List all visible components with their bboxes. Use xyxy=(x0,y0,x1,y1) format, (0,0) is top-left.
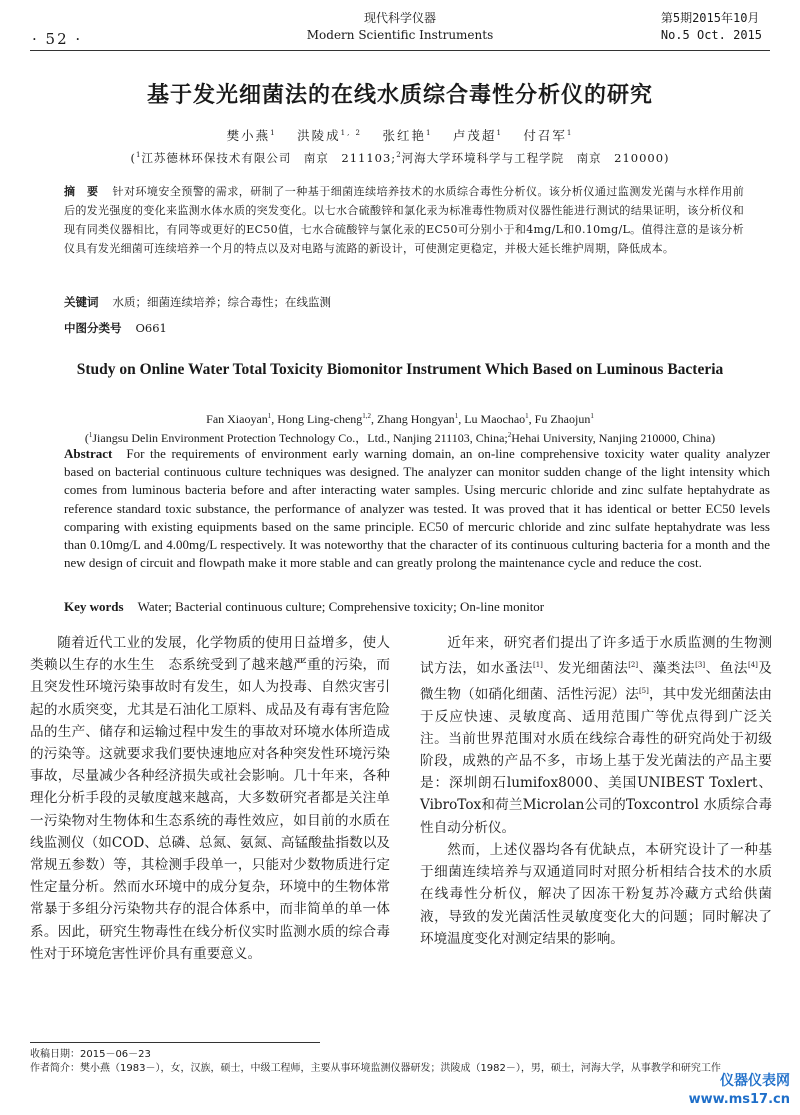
body-paragraph: 然而，上述仪器均各有优缺点，本研究设计了一种基于细菌连续培养与双通道同时对照分析相结合技术的水质在线毒性分析仪，解决了因冻干粉复苏冷藏方式给供菌液，导致的发光菌活性灵敏度变化大的问题；同时解决了环境温度变化对测定结果的影响。 xyxy=(420,841,772,947)
footnote-rule xyxy=(30,1042,320,1043)
author-en: Hong Ling-cheng$^{1,2}$ xyxy=(277,412,372,426)
author-en: Fan Xiaoyan$^1$ xyxy=(206,412,272,426)
keywords-en xyxy=(64,599,544,615)
abstract-en-label: Abstract xyxy=(64,446,113,461)
keywords-zh xyxy=(64,294,331,310)
keywords-en-text: Water; Bacterial continuous culture; Comprehensive toxicity; On-line monitor xyxy=(137,599,545,614)
body-paragraph: 近年来，研究者们提出了许多适于水质监测的生物测试方法，如水蚤法[1]、发光细菌法[2]、藻类法[3]、鱼法[4]及微生物（如硝化细菌、活性污泥）法[5]，其中发光细菌法由于反应快速、灵敏度高、适用范围广等优点得到广泛关注。当前世界范围对水质在线综合毒性的研究尚处于初级阶段，成熟的产品不多，市场上基于发光菌法的产品主要是：深圳朗石lumifox8000、美国UNIBEST Toxlert、VibroTox和荷兰Microlan公司的Toxcontrol 水质综合毒性自动分析仪。 xyxy=(420,635,773,836)
keywords-en-label: Key words xyxy=(64,599,124,614)
keywords-zh-label: 关键词 xyxy=(64,295,99,309)
body-paragraph: 随着近代工业的发展，化学物质的使用日益增多，使人类赖以生存的水生生 态系统受到了越来越严重的污染，而且突发性环境污染事故时有发生，如人为投毒、自然灾害引起的水质突变，尤其是石油化工原料、成品及有毒有害危险品的生产、储存和运输过程中发生的事故对环境水体所造成的污染等。这就要求我们要快速地应对各种突发性环境污染事故，尽量减少各种经济损失或社会影响。几十年来，各种理化分析手段的灵敏度越来越高，大多数研究者都是关注单一污染物对生物体和生态系统的毒性效应，如目前的水质在线监测仪（如COD、总磷、总氮、氨氮、高锰酸盐指数以及常规五参数）等，其检测手段单一，只能对少数物质进行定性定量分析。然而水环境中的成分复杂，环境中的生物体常常暴于多组分污染物共存的混合体系中，而非简单的单一体系。因此，研究生物毒性在线分析仪实时监测水质的综合毒性对于环境危害性评价具有重要意义。 xyxy=(30,635,390,962)
journal-name-zh: 现代科学仪器 xyxy=(363,11,436,25)
journal-name-en: Modern Scientific Instruments xyxy=(306,28,494,42)
author-zh: 洪陵成$^{1, 2}$ xyxy=(297,128,362,143)
author-en: Lu Maochao$^1$ xyxy=(464,412,529,426)
authors-zh xyxy=(0,126,800,144)
abstract-zh-label: 摘 要 xyxy=(64,185,99,198)
citation: [5] xyxy=(638,686,649,695)
affiliation-zh: ($^1$江苏德林环保技术有限公司 南京 211103;$^2$河海大学环境科学与工程学院 南京 210000) xyxy=(130,151,670,165)
header-rule xyxy=(30,50,770,51)
abstract-zh xyxy=(64,182,744,258)
keywords-zh-text: 水质；细菌连续培养；综合毒性；在线监测 xyxy=(112,295,331,309)
affiliation-en: ($^1$Jiangsu Delin Environment Protection Technology Co.，Ltd., Nanjing 211103, China;$^2$Hehai University, Nanjing 210000, China) xyxy=(84,431,716,445)
body-column-left xyxy=(30,632,390,965)
paper-title-zh: 基于发光细菌法的在线水质综合毒性分析仪的研究 xyxy=(146,83,653,108)
body-column-right xyxy=(420,632,772,950)
author-zh: 卢茂超$^1$ xyxy=(452,128,503,143)
classification-zh xyxy=(64,320,167,336)
abstract-zh-text: 针对环境安全预警的需求，研制了一种基于细菌连续培养技术的水质综合毒性分析仪。该分析仪通过监测发光菌与水样作用前后的发光强度的变化来监测水体水质的突发变化。以七水合硫酸锌和氯化汞为标准毒性物质对仪器性能进行测试的结果证明，该分析仪和现有同类仪器相比，有同等或更好的EC50值，七水合硫酸锌与氯化汞的EC50可分别小于和4mg/L和0.10mg/L。值得注意的是该分析仪具有发光细菌可连续培养一个月的特点以及对电路与流路的新设计，可使测定更稳定，并极大延长维护周期，降低成本。 xyxy=(64,185,745,255)
author-zh: 张红艳$^1$ xyxy=(382,128,433,143)
author-zh: 付召军$^1$ xyxy=(523,128,574,143)
classification-zh-text: O661 xyxy=(135,321,167,335)
footnote-received: 收稿日期：2015－06－23 xyxy=(30,1049,151,1060)
citation: [2] xyxy=(628,661,639,670)
author-zh: 樊小燕$^1$ xyxy=(226,128,277,143)
paper-title-en: Study on Online Water Total Toxicity Biomonitor Instrument Which Based on Luminous Bacteria xyxy=(76,361,724,378)
issue-en: No.5 Oct. 2015 xyxy=(660,28,762,42)
citation: [3] xyxy=(695,661,706,670)
watermark-logo xyxy=(682,1070,792,1112)
page-number: · 52 · xyxy=(32,30,83,48)
classification-zh-label: 中图分类号 xyxy=(64,321,122,335)
author-en: Fu Zhaojun$^1$ xyxy=(534,412,594,426)
issue-info xyxy=(661,10,762,44)
authors-en: Fan Xiaoyan$^1$, Hong Ling-cheng$^{1,2}$, Zhang Hongyan$^1$, Lu Maochao$^1$, Fu Zhaojun$^1$ xyxy=(206,412,594,426)
watermark-line2: www.ms17.cn xyxy=(688,1092,790,1107)
abstract-en-text: For the requirements of environment early warning domain, an on-line comprehensive toxicity water quality analyzer based on bacterial continuous culture techniques was designed. The analyzer can monitor sudden change of the light intensity which comes from luminous bacteria before and after interacting water samples. Using mercuric chloride and zinc sulfate heptahydrate as reference standard toxic substance, the performance of analyzer was tested. It was proved that it has identical or better EC50 levels comparing with existing equipments based on the same principle. EC50 of mercuric chloride and zinc sulfate heptahydrate was less than 0.10mg/L and 4.00mg/L respectively. It was noteworthy that the character of its continuous culturing bacteria for a month and the new design of circuit and flowpath make it more stable and can greatly prolong the maintenance cycle and reduce the cost. xyxy=(64,446,770,571)
footnote-author-intro: 作者简介：樊小燕（1983－），女，汉族，硕士，中级工程师，主要从事环境监测仪器研发；洪陵成（1982－），男，硕士，河海大学，从事教学和研究工作 xyxy=(30,1063,721,1074)
abstract-en xyxy=(64,445,770,572)
issue-zh: 第5期2015年10月 xyxy=(660,11,760,25)
author-en: Zhang Hongyan$^1$ xyxy=(377,412,459,426)
citation: [1] xyxy=(533,661,543,670)
watermark-line1: 仪器仪表网 xyxy=(720,1073,790,1089)
citation: [4] xyxy=(747,661,758,670)
